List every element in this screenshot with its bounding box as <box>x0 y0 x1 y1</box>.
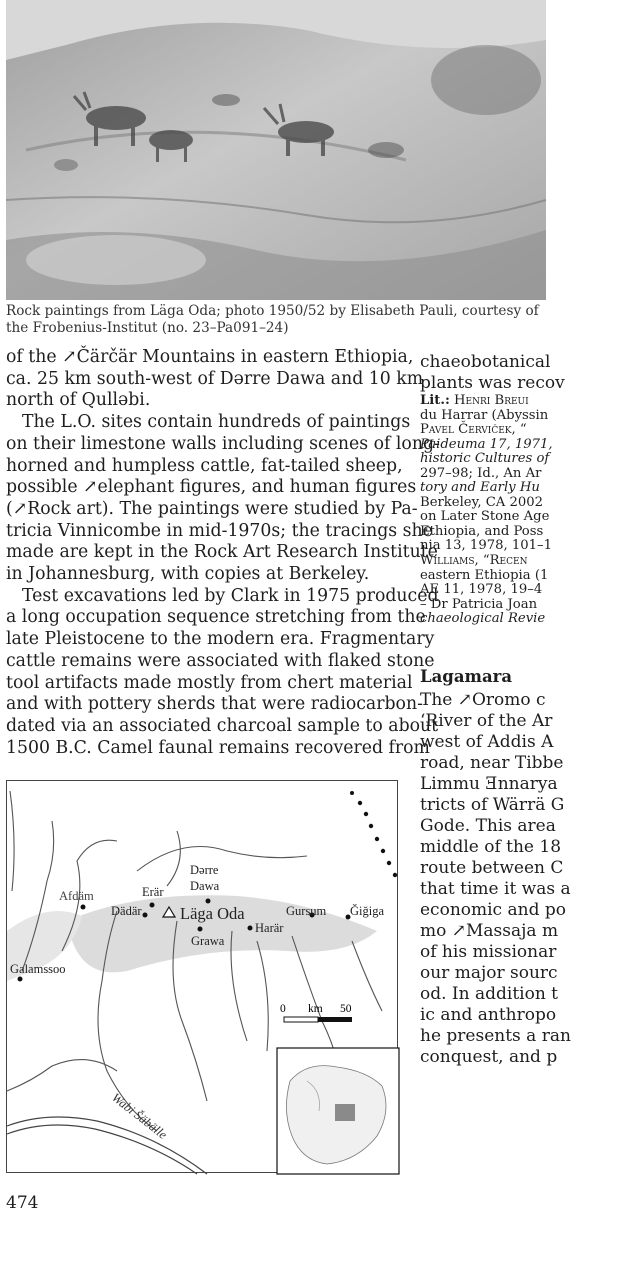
inset-location-box <box>335 1104 355 1121</box>
scale-fifty: 50 <box>340 1003 352 1015</box>
text-line: west of Addis A <box>420 731 554 752</box>
page-number: 474 <box>6 1193 39 1213</box>
caption-line: the Frobenius-Institut (no. 23–Pa091–24) <box>6 320 289 336</box>
literature-line: tory and Early Hu <box>420 480 540 496</box>
text-line: that time it was a <box>420 878 571 899</box>
literature-line: chaeological Revie <box>420 611 546 627</box>
text-line: chaeobotanical <box>420 352 551 372</box>
right-text-column <box>420 352 620 1068</box>
text-line: dated via an associated charcoal sample to about <box>6 715 439 736</box>
map-label-gursum: Gursum <box>286 904 327 918</box>
entry-heading: Lagamara <box>420 666 513 686</box>
literature-line: historic Cultures of <box>420 451 550 467</box>
text-line: 1500 B.C. Camel faunal remains recovered from <box>6 737 430 758</box>
map-label-dadar: Dädär <box>111 904 142 918</box>
text-line: a long occupation sequence stretching from the <box>6 607 426 628</box>
map-label-river: Wabi Šäbälle <box>109 1090 170 1142</box>
text-line: of the ↗Čärčär Mountains in eastern Ethiopia, <box>6 347 414 367</box>
map-label-dawa: Dawa <box>190 879 220 893</box>
text-line: on their limestone walls including scenes of long- <box>6 433 440 454</box>
scale-unit: km <box>308 1003 323 1015</box>
text-line: north of Qulləbi. <box>6 390 151 411</box>
literature-line: Ethiopia, and Poss <box>420 523 544 539</box>
map-label-laga-oda: Läga Oda <box>180 904 245 923</box>
text-line: ic and anthropo <box>420 1004 557 1025</box>
literature-line: on Later Stone Age <box>420 509 550 525</box>
text-line: route between C <box>420 857 564 878</box>
map-label-darre: Dərre <box>190 863 219 877</box>
text-line: of his missionar <box>420 941 557 962</box>
text-line: mo ↗Massaja m <box>420 920 559 941</box>
photo-image <box>6 0 546 300</box>
literature-line: eastern Ethiopia (1 <box>420 567 549 583</box>
text-line: horned and humpless cattle, fat-tailed sheep, <box>6 455 403 476</box>
text-line: ca. 25 km south-west of Dərre Dawa and 10 km <box>6 368 424 389</box>
rock-painting-photo <box>6 0 546 300</box>
text-line: ‘River of the Ar <box>420 710 553 731</box>
text-line: made are kept in the Rock Art Research Institute <box>6 542 438 563</box>
border-line <box>350 791 397 877</box>
literature-line: Pavel Červiček, “ <box>420 422 527 438</box>
lit-author: Henri Breui <box>454 393 529 408</box>
literature-line: AE 11, 1978, 19–4 <box>420 582 543 598</box>
text-line: cattle remains were associated with flaked stone <box>6 650 435 671</box>
literature-line: nia 13, 1978, 101–1 <box>420 538 553 554</box>
text-line: od. In addition t <box>420 983 559 1004</box>
map-label-galamssoo: Galamssoo <box>10 962 66 976</box>
text-line: in Johannesburg, with copies at Berkeley. <box>6 564 370 585</box>
text-line: tool artifacts made mostly from chert material <box>6 672 413 693</box>
text-line: Test excavations led by Clark in 1975 produced <box>22 585 439 606</box>
text-line: middle of the 18 <box>420 836 562 857</box>
map-graphic <box>7 781 399 1174</box>
text-line: late Pleistocene to the modern era. Fragmentary <box>6 629 435 650</box>
literature-line: Williams, “Recen <box>420 553 528 569</box>
paragraph-2 <box>6 412 440 586</box>
map-label-grawa: Grawa <box>191 934 225 948</box>
text-line: The ↗Oromo c <box>420 689 546 710</box>
text-line: (↗Rock art). The paintings were studied by Pa- <box>6 498 418 519</box>
scale-bar <box>280 1003 352 1022</box>
location-map <box>6 780 398 1173</box>
text-line: our major sourc <box>420 962 558 983</box>
literature-line: Paideuma 17, 1971, <box>420 436 553 452</box>
map-label-jijiga: Ǧiǧiga <box>350 904 385 918</box>
literature-line <box>420 394 620 409</box>
scale-zero: 0 <box>280 1003 286 1015</box>
lit-label: Lit.: <box>420 393 450 408</box>
photo-caption <box>6 303 551 337</box>
literature-line: 297–98; Id., An Ar <box>420 465 542 481</box>
map-label-erar: Erär <box>142 885 164 899</box>
inset-map <box>277 1048 399 1174</box>
text-line: Limmu Ǝnnarya <box>420 773 558 794</box>
text-line: and with pottery sherds that were radiocarbon- <box>6 694 423 715</box>
text-line: The L.O. sites contain hundreds of paintings <box>22 412 411 433</box>
caption-line: Rock paintings from Läga Oda; photo 1950/52 by Elisabeth Pauli, courtesy of <box>6 303 539 319</box>
literature-line: – Dr Patricia Joan <box>420 596 538 612</box>
literature-line: Berkeley, CA 2002 <box>420 494 544 510</box>
text-line: conquest, and p <box>420 1046 558 1067</box>
paragraph-1 <box>6 347 424 412</box>
paragraph-3 <box>6 585 439 760</box>
text-line: tricts of Wärrä G <box>420 794 565 815</box>
text-line: road, near Tibbe <box>420 752 564 773</box>
text-line: plants was recov <box>420 373 565 393</box>
text-line: possible ↗elephant figures, and human figures <box>6 477 417 498</box>
text-line: economic and po <box>420 899 566 920</box>
map-label-afdam: Afdäm <box>59 889 94 903</box>
literature-line: du Harrar (Abyssin <box>420 407 549 423</box>
text-line: he presents a ran <box>420 1025 571 1046</box>
wabi-shebelle-river <box>7 1117 207 1174</box>
text-line: Gode. This area <box>420 815 556 836</box>
text-line: tricia Vinnicombe in mid-1970s; the tracings she <box>6 520 433 541</box>
map-label-harar: Harär <box>255 921 284 935</box>
